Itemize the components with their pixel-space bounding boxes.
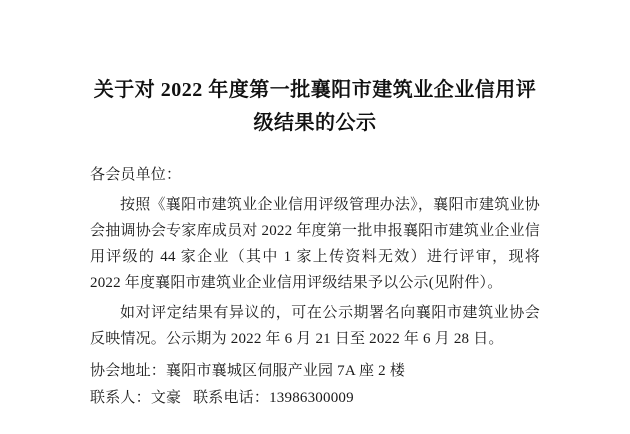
address-label: 协会地址：: [90, 363, 167, 379]
contact-phone-label: 联系电话：: [193, 390, 270, 406]
address-value: 襄阳市襄城区伺服产业园 7A 座 2 楼: [166, 363, 406, 379]
paragraph-1: 按照《襄阳市建筑业企业信用评级管理办法》，襄阳市建筑业协会抽调协会专家库成员对 2022 年度第一批申报襄阳市建筑业企业信用评级的 44 家企业（其中 1 家上传资料无效）进行评审，现将 2022 年度襄阳市建筑业企业信用评级结果予以公示(见附件）。: [90, 197, 540, 291]
contact-person-value: 文豪: [150, 390, 182, 406]
paragraph-2: 如对评定结果有异议的，可在公示期署名向襄阳市建筑业协会反映情况。公示期为 2022 年 6 月 21 日至 2022 年 6 月 28 日。: [90, 305, 540, 347]
document-body: [90, 162, 540, 412]
salutation: 各会员单位：: [90, 167, 182, 183]
association-address-line: [90, 358, 540, 385]
contact-line: [90, 385, 540, 412]
contact-phone-value: 13986300009: [269, 390, 354, 406]
page-title: 关于对 2022 年度第一批襄阳市建筑业企业信用评级结果的公示: [93, 79, 537, 134]
contact-person-label: 联系人：: [90, 390, 151, 406]
